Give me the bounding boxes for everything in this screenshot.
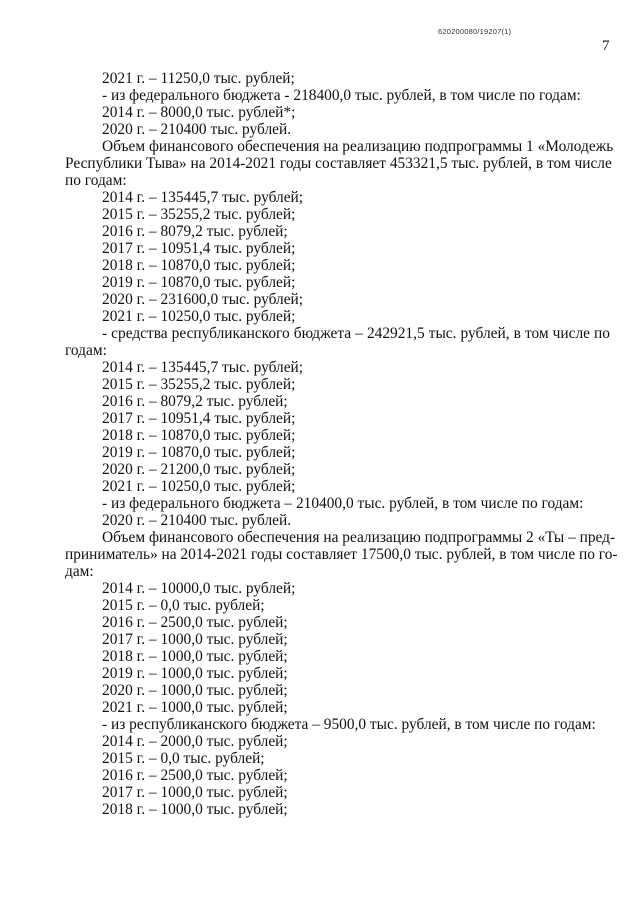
text-line: 2020 г. – 231600,0 тыс. рублей; — [102, 291, 304, 308]
text-line: 2020 г. – 210400 тыс. рублей. — [102, 121, 292, 138]
text-line: - из республиканского бюджета – 9500,0 тыс. рублей, в том числе по годам: — [102, 716, 596, 733]
text-line: 2017 г. – 10951,4 тыс. рублей; — [102, 410, 296, 427]
text-line: 2015 г. – 35255,2 тыс. рублей; — [102, 376, 296, 393]
text-line: 2016 г. – 2500,0 тыс. рублей; — [102, 614, 288, 631]
text-line: 2018 г. – 1000,0 тыс. рублей; — [102, 648, 288, 665]
text-line: 2015 г. – 35255,2 тыс. рублей; — [102, 206, 296, 223]
paragraph-line: - средства республиканского бюджета – 242921,5 тыс. рублей, в том числе по — [102, 325, 610, 342]
text-line: 2019 г. – 10870,0 тыс. рублей; — [102, 444, 296, 461]
doc-id: 620200080/19207(1) — [438, 27, 512, 36]
paragraph-line: по годам: — [65, 172, 127, 189]
text-line: 2014 г. – 135445,7 тыс. рублей; — [102, 359, 304, 376]
text-line: 2020 г. – 210400 тыс. рублей. — [102, 512, 292, 529]
text-line: - из федерального бюджета - 218400,0 тыс. рублей, в том числе по годам: — [102, 87, 581, 104]
text-line: 2016 г. – 2500,0 тыс. рублей; — [102, 767, 288, 784]
paragraph-line: годам: — [65, 342, 107, 359]
text-line: 2017 г. – 10951,4 тыс. рублей; — [102, 240, 296, 257]
text-line: - из федерального бюджета – 210400,0 тыс. рублей, в том числе по годам: — [102, 495, 584, 512]
text-line: 2021 г. – 11250,0 тыс. рублей; — [102, 70, 295, 87]
paragraph-line: Республики Тыва» на 2014-2021 годы составляет 453321,5 тыс. рублей, в том числе — [65, 155, 612, 172]
text-line: 2018 г. – 10870,0 тыс. рублей; — [102, 427, 296, 444]
text-line: 2014 г. – 10000,0 тыс. рублей; — [102, 580, 296, 597]
text-line: 2014 г. – 8000,0 тыс. рублей*; — [102, 104, 296, 121]
text-line: 2018 г. – 1000,0 тыс. рублей; — [102, 801, 288, 818]
text-line: 2016 г. – 8079,2 тыс. рублей; — [102, 223, 288, 240]
paragraph-line: Объем финансового обеспечения на реализацию подпрограммы 1 «Молодежь — [102, 138, 614, 155]
text-line: 2015 г. – 0,0 тыс. рублей; — [102, 750, 265, 767]
text-line: 2017 г. – 1000,0 тыс. рублей; — [102, 784, 288, 801]
text-line: 2014 г. – 135445,7 тыс. рублей; — [102, 189, 304, 206]
paragraph-line: Объем финансового обеспечения на реализацию подпрограммы 2 «Ты – пред- — [102, 529, 616, 546]
paragraph-line: приниматель» на 2014-2021 годы составляет 17500,0 тыс. рублей, в том числе по го- — [65, 546, 618, 563]
text-line: 2014 г. – 2000,0 тыс. рублей; — [102, 733, 288, 750]
text-line: 2021 г. – 10250,0 тыс. рублей; — [102, 308, 296, 325]
paragraph-line: дам: — [65, 563, 94, 580]
text-line: 2020 г. – 1000,0 тыс. рублей; — [102, 682, 288, 699]
text-line: 2016 г. – 8079,2 тыс. рублей; — [102, 393, 288, 410]
text-line: 2021 г. – 1000,0 тыс. рублей; — [102, 699, 288, 716]
text-line: 2021 г. – 10250,0 тыс. рублей; — [102, 478, 296, 495]
text-line: 2020 г. – 21200,0 тыс. рублей; — [102, 461, 296, 478]
text-line: 2017 г. – 1000,0 тыс. рублей; — [102, 631, 288, 648]
text-line: 2018 г. – 10870,0 тыс. рублей; — [102, 257, 296, 274]
text-line: 2015 г. – 0,0 тыс. рублей; — [102, 597, 265, 614]
text-line: 2019 г. – 1000,0 тыс. рублей; — [102, 665, 288, 682]
page-number: 7 — [602, 38, 610, 54]
text-line: 2019 г. – 10870,0 тыс. рублей; — [102, 274, 296, 291]
